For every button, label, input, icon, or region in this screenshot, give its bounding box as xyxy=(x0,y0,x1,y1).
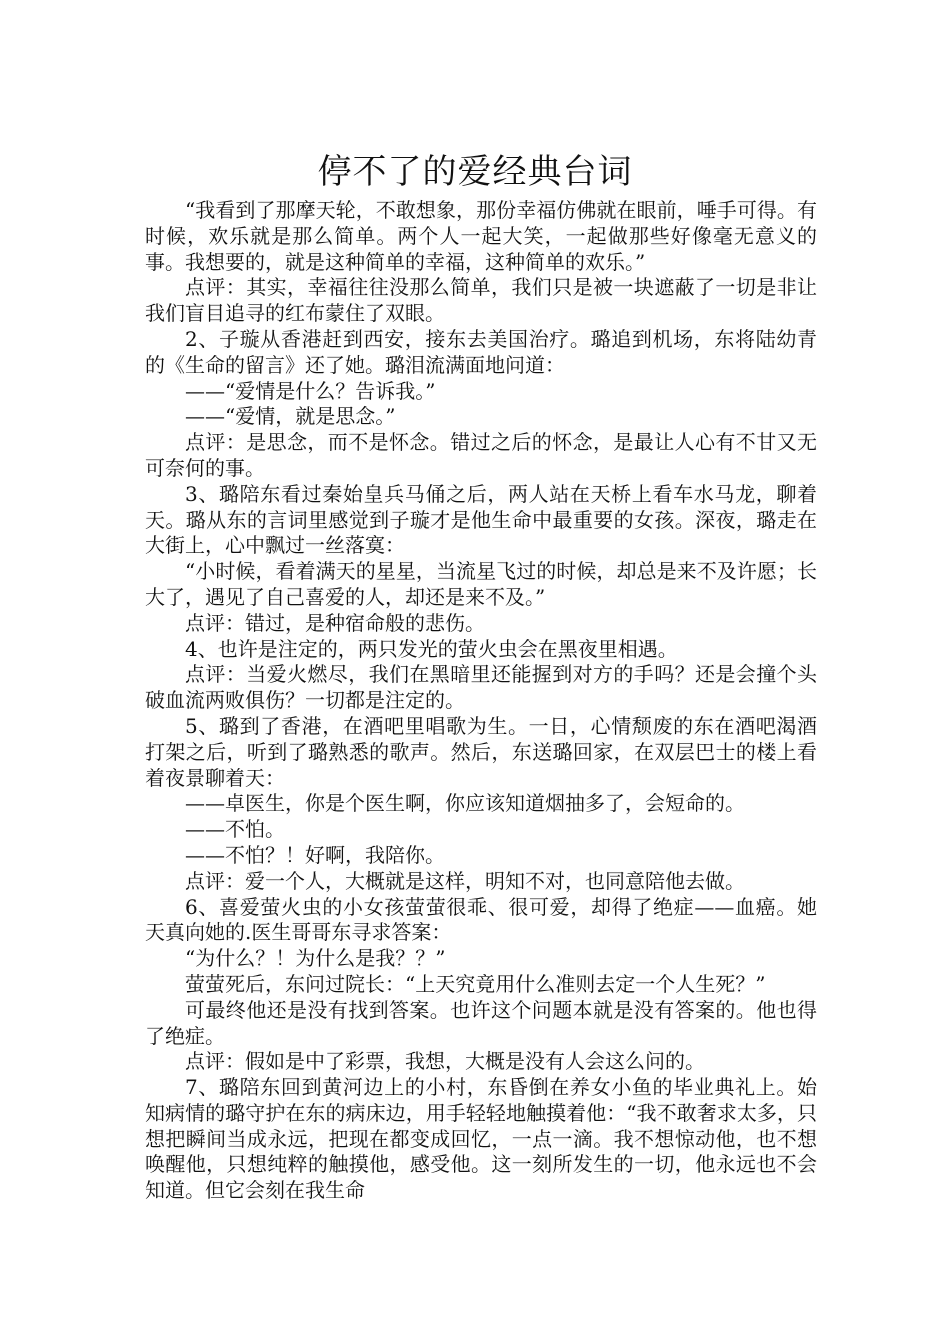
paragraph: ——“爱情是什么？告诉我。” xyxy=(185,378,436,403)
paragraph: 点评：其实，幸福往往没那么简单，我们只是被一块遮蔽了一切是非让我们盲目追寻的红布蒙住了双眼。 xyxy=(145,275,817,326)
paragraph: 6、喜爱萤火虫的小女孩萤萤很乖、很可爱，却得了绝症——血癌。她天真向她的.医生哥哥东寻求答案： xyxy=(145,894,817,945)
paragraph: ——不怕。 xyxy=(185,817,285,842)
paragraph: 萤萤死后，东问过院长：“上天究竟用什么准则去定一个人生死？” xyxy=(185,971,766,996)
paragraph: 点评：是思念，而不是怀念。错过之后的怀念，是最让人心有不甘又无可奈何的事。 xyxy=(145,430,817,480)
paragraph: 3、璐陪东看过秦始皇兵马俑之后，两人站在天桥上看车水马龙，聊着天。璐从东的言词里感觉到子璇才是他生命中最重要的女孩。深夜，璐走在大街上，心中飘过一丝落寞： xyxy=(145,481,817,558)
paragraph: “为什么？！为什么是我？？” xyxy=(185,946,446,971)
paragraph: 5、璐到了香港，在酒吧里唱歌为生。一日，心情颓废的东在酒吧渴酒打架之后，听到了璐熟悉的歌声。然后，东送璐回家，在双层巴士的楼上看着夜景聊着天： xyxy=(145,713,817,790)
paragraph: ——不怕？！好啊，我陪你。 xyxy=(185,842,445,867)
paragraph: 点评：爱一个人，大概就是这样，明知不对，也同意陪他去做。 xyxy=(185,868,745,893)
paragraph: 点评：当爱火燃尽，我们在黑暗里还能握到对方的手吗？还是会撞个头破血流两败俱伤？一切都是注定的。 xyxy=(145,662,817,713)
paragraph: 2、子璇从香港赶到西安，接东去美国治疗。璐追到机场，东将陆幼青的《生命的留言》还了她。璐泪流满面地问道： xyxy=(145,326,817,377)
paragraph: “我看到了那摩天轮，不敢想象，那份幸福仿佛就在眼前，唾手可得。有时候，欢乐就是那么简单。两个人一起大笑，一起做那些好像毫无意义的事。我想要的，就是这种简单的幸福，这种简单的欢乐。” xyxy=(145,198,817,274)
paragraph: 可最终他还是没有找到答案。也许这个问题本就是没有答案的。他也得了绝症。 xyxy=(145,997,817,1048)
paragraph: 点评：假如是中了彩票，我想，大概是没有人会这么问的。 xyxy=(185,1049,705,1074)
document-title: 停不了的爱经典台词 xyxy=(317,151,633,192)
paragraph: ——卓医生，你是个医生啊，你应该知道烟抽多了，会短命的。 xyxy=(185,791,745,816)
paragraph: 7、璐陪东回到黄河边上的小村，东昏倒在养女小鱼的毕业典礼上。始知病情的璐守护在东的病床边，用手轻轻地触摸着他：“我不敢奢求太多，只想把瞬间当成永远，把现在都变成回忆，一点一滴。我不想惊动他，也不想唤醒他，只想纯粹的触摸他，感受他。这一刻所发生的一切，他永远也不会知道。但它会刻在我生命 xyxy=(145,1075,817,1203)
paragraph: ——“爱情，就是思念。” xyxy=(185,404,396,429)
document-body xyxy=(145,198,817,1204)
paragraph: “小时候，看着满天的星星，当流星飞过的时候，却总是来不及许愿；长大了，遇见了自己喜爱的人，却还是来不及。” xyxy=(145,559,817,609)
paragraph: 点评：错过，是种宿命般的悲伤。 xyxy=(185,610,485,635)
paragraph: 4、也许是注定的，两只发光的萤火虫会在黑夜里相遇。 xyxy=(185,636,678,661)
